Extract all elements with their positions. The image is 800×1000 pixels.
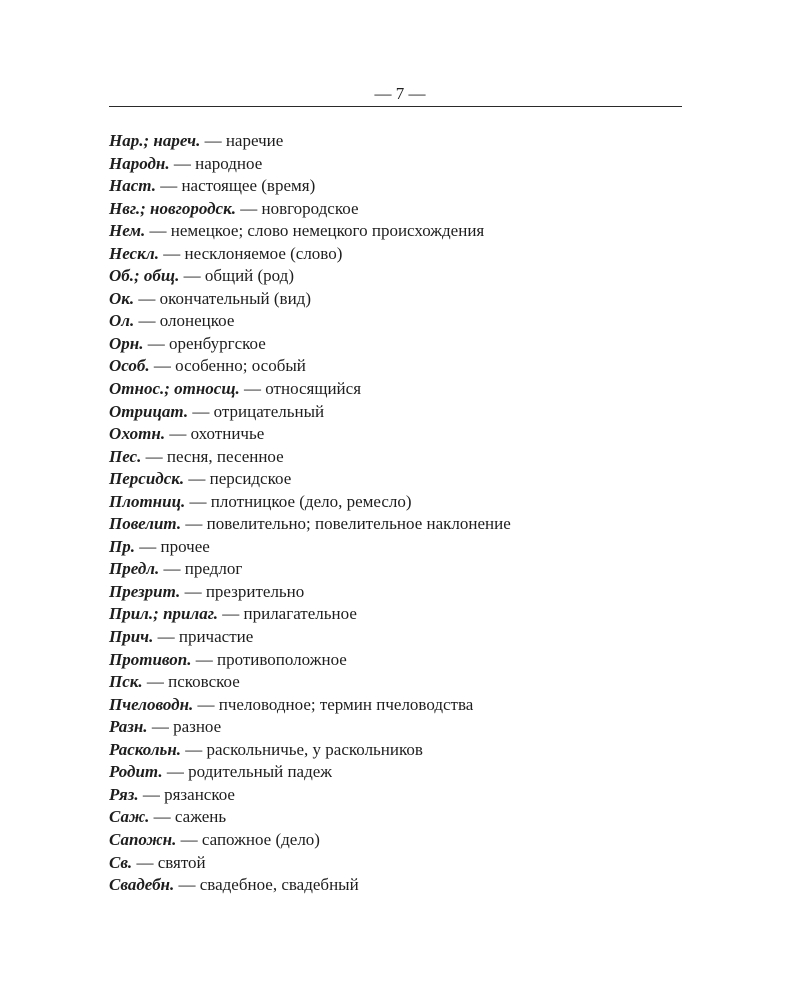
abbreviation-meaning: повелительно; повелительное наклонение <box>206 514 511 534</box>
header-rule <box>109 106 682 107</box>
abbreviation-entry <box>109 536 709 559</box>
abbreviation-term: Прил.; прилаг. <box>109 604 218 624</box>
em-dash-separator: — <box>147 717 174 737</box>
em-dash-separator: — <box>176 829 202 849</box>
abbreviation-term: Свадебн. <box>109 875 175 895</box>
em-dash-separator: — <box>165 424 191 444</box>
em-dash-separator: — <box>174 875 200 895</box>
abbreviation-meaning: несклоняемое (слово) <box>184 243 343 263</box>
abbreviation-term: Противоп. <box>109 649 192 669</box>
em-dash-separator: — <box>179 266 205 286</box>
em-dash-separator: — <box>180 581 206 601</box>
em-dash-separator: — <box>218 604 244 624</box>
abbreviation-term: Отрицат. <box>109 401 189 421</box>
abbreviation-entry <box>109 581 709 604</box>
abbreviation-entry <box>109 153 709 176</box>
abbreviation-entry <box>109 558 709 581</box>
em-dash-separator: — <box>145 221 171 241</box>
em-dash-separator: — <box>239 379 266 399</box>
abbreviation-entry <box>109 784 709 807</box>
abbreviation-entry <box>109 175 709 198</box>
em-dash-separator: — <box>138 784 165 804</box>
abbreviation-entry <box>109 806 709 829</box>
em-dash-separator: — <box>162 762 189 782</box>
abbreviation-entry <box>109 694 709 717</box>
em-dash-separator: — <box>193 694 219 714</box>
abbreviation-term: Относ.; относщ. <box>109 379 240 399</box>
abbreviation-entry <box>109 333 709 356</box>
em-dash-separator: — <box>155 176 182 196</box>
abbreviation-entry <box>109 829 709 852</box>
abbreviation-list <box>109 130 709 897</box>
abbreviation-entry <box>109 198 709 221</box>
abbreviation-term: Нем. <box>109 221 146 241</box>
abbreviation-meaning: новгородское <box>261 198 359 218</box>
abbreviation-term: Особ. <box>109 356 150 376</box>
abbreviation-meaning: предлог <box>184 559 243 579</box>
abbreviation-term: Ряз. <box>109 784 139 804</box>
page-number: — 7 — <box>374 84 426 103</box>
abbreviation-term: Нескл. <box>109 243 160 263</box>
abbreviation-meaning: родительный падеж <box>188 762 333 782</box>
em-dash-separator: — <box>188 401 214 421</box>
abbreviation-meaning: презрительно <box>205 581 305 601</box>
abbreviation-meaning: плотницкое (дело, ремесло) <box>210 491 412 511</box>
abbreviation-term: Об.; общ. <box>109 266 180 286</box>
abbreviation-term: Наст. <box>109 176 156 196</box>
abbreviation-entry <box>109 288 709 311</box>
abbreviation-meaning: псковское <box>168 672 240 692</box>
abbreviation-meaning: пчеловодное; термин пчеловодства <box>218 694 474 714</box>
abbreviation-term: Ок. <box>109 288 135 308</box>
abbreviation-meaning: олонецкое <box>159 311 235 331</box>
abbreviation-entry <box>109 310 709 333</box>
em-dash-separator: — <box>191 649 217 669</box>
em-dash-separator: — <box>141 446 167 466</box>
abbreviation-term: Св. <box>109 852 133 872</box>
abbreviation-meaning: сажень <box>174 807 227 827</box>
abbreviation-meaning: раскольничье, у раскольников <box>206 739 423 759</box>
abbreviation-entry <box>109 468 709 491</box>
abbreviation-meaning: немецкое; слово немецкого происхождения <box>170 221 485 241</box>
abbreviation-term: Орн. <box>109 333 144 353</box>
abbreviation-meaning: относящийся <box>265 379 362 399</box>
abbreviation-entry <box>109 626 709 649</box>
em-dash-separator: — <box>134 536 161 556</box>
em-dash-separator: — <box>181 514 207 534</box>
abbreviation-entry <box>109 603 709 626</box>
abbreviation-term: Нар.; нареч. <box>109 131 201 150</box>
abbreviation-meaning: святой <box>157 852 206 872</box>
abbreviation-meaning: причастие <box>178 627 254 647</box>
abbreviation-term: Саж. <box>109 807 150 827</box>
abbreviation-term: Родит. <box>109 762 163 782</box>
em-dash-separator: — <box>235 198 262 218</box>
abbreviation-entry <box>109 265 709 288</box>
abbreviation-meaning: общий (род) <box>204 266 294 286</box>
abbreviation-term: Ол. <box>109 311 135 331</box>
abbreviation-meaning: наречие <box>225 131 284 150</box>
abbreviation-entry <box>109 401 709 424</box>
abbreviation-meaning: свадебное, свадебный <box>199 875 359 895</box>
abbreviation-term: Плотниц. <box>109 491 186 511</box>
abbreviation-entry <box>109 649 709 672</box>
abbreviation-entry <box>109 852 709 875</box>
abbreviation-meaning: окончательный (вид) <box>159 288 311 308</box>
abbreviation-term: Охотн. <box>109 424 166 444</box>
em-dash-separator: — <box>181 739 207 759</box>
abbreviation-entry <box>109 491 709 514</box>
abbreviation-term: Раскольн. <box>109 739 182 759</box>
abbreviation-term: Повелит. <box>109 514 182 534</box>
abbreviation-term: Пр. <box>109 536 135 556</box>
abbreviation-term: Персидск. <box>109 469 185 489</box>
abbreviation-entry <box>109 446 709 469</box>
em-dash-separator: — <box>159 243 185 263</box>
em-dash-separator: — <box>143 333 169 353</box>
abbreviation-term: Разн. <box>109 717 148 737</box>
abbreviation-term: Пск. <box>109 672 143 692</box>
em-dash-separator: — <box>200 131 226 150</box>
abbreviation-entry <box>109 355 709 378</box>
em-dash-separator: — <box>184 469 210 489</box>
abbreviation-entry <box>109 874 709 897</box>
abbreviation-entry <box>109 220 709 243</box>
abbreviation-term: Нвг.; новгородск. <box>109 198 236 218</box>
abbreviation-meaning: охотничье <box>190 424 265 444</box>
em-dash-separator: — <box>134 288 160 308</box>
abbreviation-meaning: народное <box>195 153 263 173</box>
em-dash-separator: — <box>185 491 211 511</box>
em-dash-separator: — <box>159 559 185 579</box>
abbreviation-entry <box>109 513 709 536</box>
abbreviation-meaning: персидское <box>209 469 292 489</box>
abbreviation-meaning: оренбургское <box>168 333 266 353</box>
abbreviation-term: Предл. <box>109 559 160 579</box>
abbreviation-term: Презрит. <box>109 581 181 601</box>
abbreviation-meaning: песня, песенное <box>166 446 284 466</box>
abbreviation-term: Пес. <box>109 446 142 466</box>
abbreviation-entry <box>109 423 709 446</box>
abbreviation-meaning: противоположное <box>216 649 347 669</box>
em-dash-separator: — <box>132 852 158 872</box>
em-dash-separator: — <box>149 356 176 376</box>
abbreviation-entry <box>109 243 709 266</box>
abbreviation-meaning: отрицательный <box>213 401 325 421</box>
abbreviation-meaning: сапожное (дело) <box>201 829 320 849</box>
em-dash-separator: — <box>142 672 169 692</box>
abbreviation-entry <box>109 739 709 762</box>
abbreviation-meaning: прочее <box>160 536 210 556</box>
abbreviation-term: Народн. <box>109 153 170 173</box>
abbreviation-meaning: рязанское <box>164 784 235 804</box>
abbreviation-meaning: настоящее (время) <box>181 176 316 196</box>
em-dash-separator: — <box>149 807 175 827</box>
em-dash-separator: — <box>169 153 196 173</box>
abbreviation-meaning: особенно; особый <box>175 356 306 376</box>
abbreviation-entry <box>109 716 709 739</box>
abbreviation-term: Прич. <box>109 627 154 647</box>
abbreviation-entry <box>109 671 709 694</box>
abbreviation-entry <box>109 130 709 153</box>
em-dash-separator: — <box>153 627 179 647</box>
abbreviation-term: Сапожн. <box>109 829 177 849</box>
abbreviation-entry <box>109 378 709 401</box>
abbreviation-meaning: прилагательное <box>243 604 357 624</box>
abbreviation-meaning: разное <box>173 717 222 737</box>
em-dash-separator: — <box>134 311 160 331</box>
abbreviation-entry <box>109 761 709 784</box>
abbreviation-term: Пчеловодн. <box>109 694 194 714</box>
